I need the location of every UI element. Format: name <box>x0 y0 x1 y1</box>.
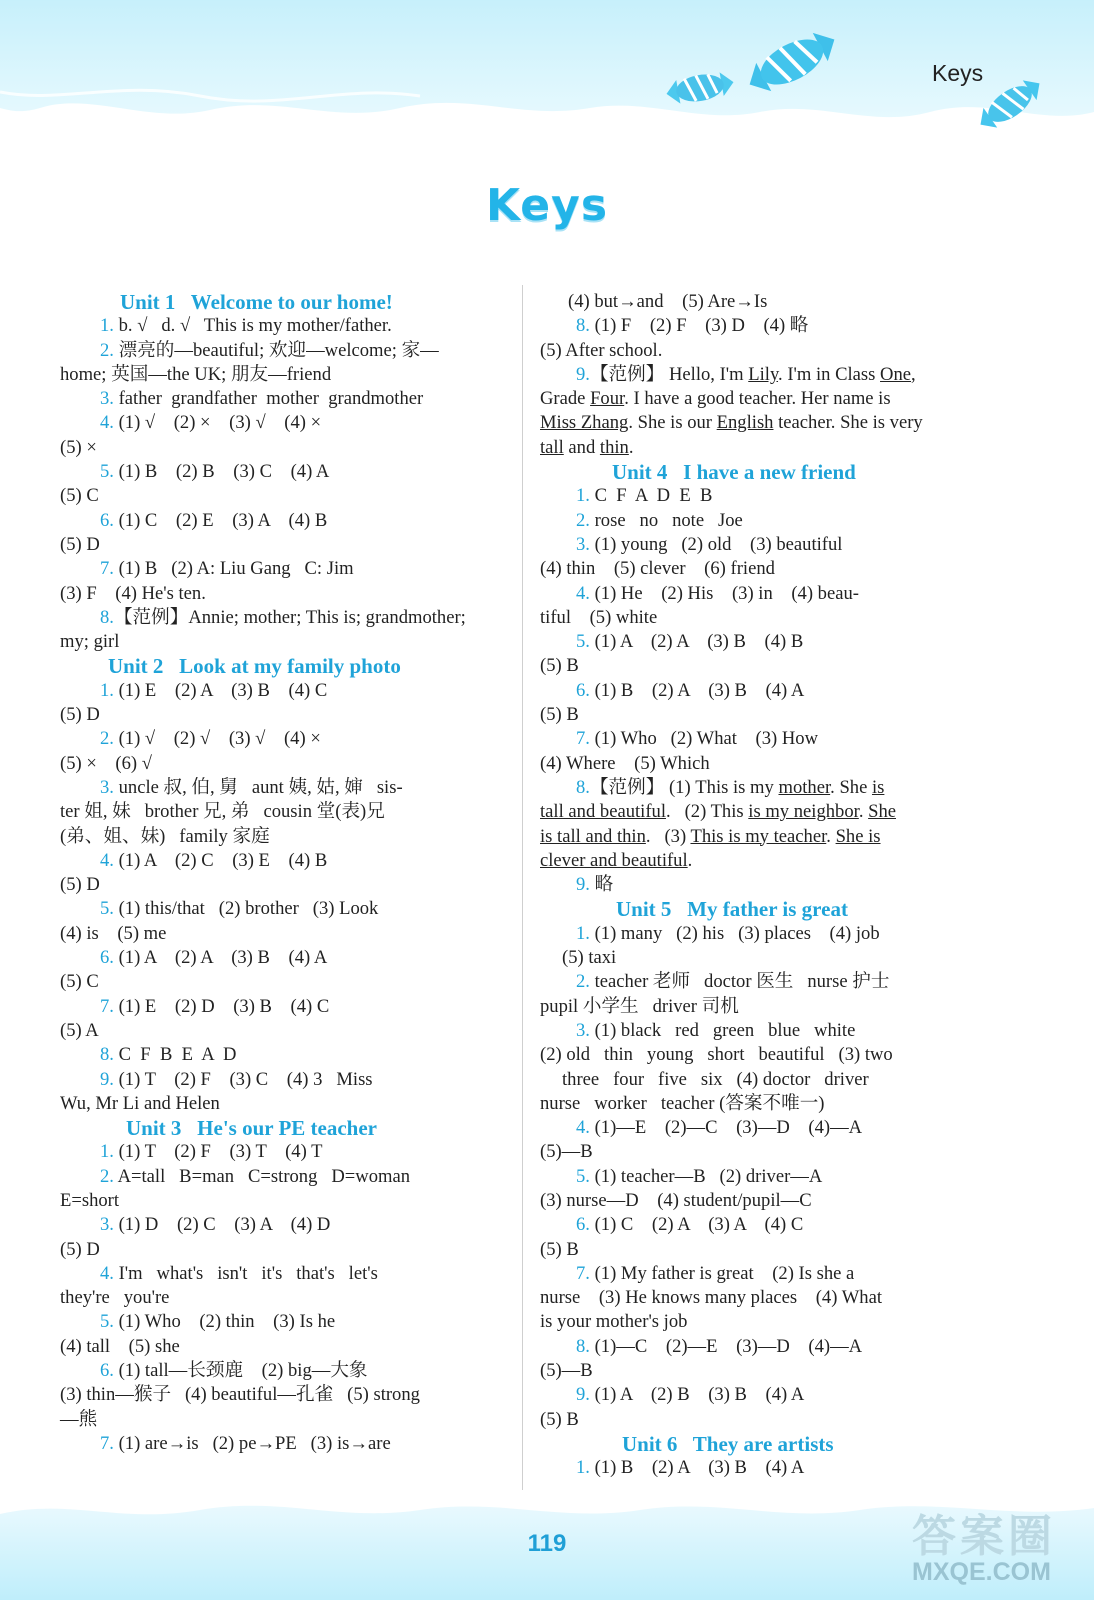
underlined-answer: English <box>716 412 774 434</box>
answer-line <box>60 703 502 727</box>
answer-line <box>60 1383 502 1407</box>
item-number: 2. <box>576 971 590 993</box>
answer-text: (1) are→is (2) pe→PE (3) is→are <box>113 1432 391 1454</box>
answer-text: pupil 小学生 driver 司机 <box>540 995 739 1017</box>
answer-text: (1) T (2) F (3) C (4) 3 Miss <box>113 1068 373 1090</box>
item-number: 1. <box>100 679 114 701</box>
answer-text: (5)—B <box>540 1141 593 1163</box>
answer-line <box>60 1432 502 1456</box>
item-number: 9. <box>100 1068 114 1090</box>
answer-text: E=short <box>60 1189 120 1211</box>
answer-line <box>60 314 502 338</box>
answer-text: C F B E A D <box>113 1044 237 1066</box>
answer-line <box>60 509 502 533</box>
unit-title: Unit 1 Welcome to our home! <box>120 290 393 314</box>
answer-text: (1) B (2) B (3) C (4) A <box>113 461 330 483</box>
answer-text: b. √ d. √ This is my mother/father. <box>113 315 392 337</box>
answer-line <box>540 727 990 751</box>
item-number: 1. <box>100 315 114 337</box>
item-number: 3. <box>576 1019 590 1041</box>
answer-text: (5) D <box>60 704 100 726</box>
answer-line <box>60 339 502 363</box>
answer-line <box>60 411 502 435</box>
answer-line <box>60 1359 502 1383</box>
left-column <box>60 290 502 1456</box>
answer-text: and <box>563 436 600 458</box>
answer-text: (5) taxi <box>562 947 617 969</box>
watermark-logo-text: 答案圈 <box>912 1512 1056 1561</box>
answer-line <box>540 1262 990 1286</box>
item-number: 8. <box>100 606 114 628</box>
answer-text: teacher. She is very <box>773 412 923 434</box>
item-number: 6. <box>100 1360 114 1382</box>
underlined-answer: is <box>871 776 885 798</box>
answer-text: (1) tall—长颈鹿 (2) big—大象 <box>113 1360 368 1382</box>
answer-text: (1) B (2) A (3) B (4) A <box>589 679 805 701</box>
item-number: 2. <box>576 509 590 531</box>
answer-line <box>540 1019 990 1043</box>
item-number: 7. <box>100 1432 114 1454</box>
item-number: 4. <box>100 412 114 434</box>
answer-text: . <box>858 801 869 823</box>
answer-text: (1) A (2) A (3) B (4) A <box>113 947 328 969</box>
item-number: 5. <box>100 898 114 920</box>
item-number: 7. <box>100 558 114 580</box>
header-label: Keys <box>932 60 984 86</box>
answer-text: (1) T (2) F (3) T (4) T <box>113 1141 323 1163</box>
answer-text: (1) teacher—B (2) driver—A <box>589 1165 823 1187</box>
item-number: 7. <box>576 728 590 750</box>
item-number: 2. <box>100 728 114 750</box>
answer-text: A=tall B=man C=strong D=woman <box>113 1165 411 1187</box>
answer-text: (5)—B <box>540 1360 593 1382</box>
item-number: 1. <box>100 1141 114 1163</box>
item-number: 5. <box>576 1165 590 1187</box>
unit-heading <box>60 1116 502 1140</box>
header-wave-graphic <box>0 0 1094 150</box>
answer-line <box>540 411 990 435</box>
answer-text: (弟、姐、妹) family 家庭 <box>60 825 270 847</box>
unit-heading <box>60 654 502 678</box>
answer-line <box>540 1092 990 1116</box>
answer-text: (5) × <box>60 436 97 458</box>
answer-text: . (3) <box>645 825 691 847</box>
answer-line <box>60 630 502 654</box>
header-decoration <box>0 0 1094 150</box>
item-number: 9. <box>576 874 590 896</box>
item-number: 6. <box>576 679 590 701</box>
item-number: 5. <box>100 1311 114 1333</box>
underlined-answer: She is <box>835 825 881 847</box>
answer-text: . <box>687 849 693 871</box>
answer-text: (5) B <box>540 655 579 677</box>
answer-text: . <box>628 436 634 458</box>
answer-line <box>540 849 990 873</box>
answer-text: (4) tall (5) she <box>60 1335 180 1357</box>
answer-text: (1) Who (2) thin (3) Is he <box>113 1311 336 1333</box>
answer-text: (5) C <box>60 971 99 993</box>
answer-text: (3) nurse—D (4) student/pupil—C <box>540 1189 812 1211</box>
answer-text: tiful (5) white <box>540 606 658 628</box>
item-number: 8. <box>576 315 590 337</box>
answer-line <box>540 1383 990 1407</box>
answer-line <box>60 1408 502 1432</box>
unit-title: Unit 2 Look at my family photo <box>108 654 401 679</box>
underlined-answer: This is my teacher <box>690 825 827 847</box>
unit-heading <box>540 897 990 921</box>
answer-line <box>540 654 990 678</box>
unit-title: Unit 5 My father is great <box>616 897 848 922</box>
answer-line <box>60 1043 502 1067</box>
unit-title: Unit 4 I have a new friend <box>612 460 856 485</box>
answer-line <box>540 1043 990 1067</box>
answer-line <box>540 509 990 533</box>
underlined-answer: She <box>868 801 896 823</box>
item-number: 6. <box>576 1214 590 1236</box>
underlined-answer: is my neighbor <box>748 801 859 823</box>
answer-text: (1) B (2) A: Liu Gang C: Jim <box>113 558 354 580</box>
answer-line <box>60 1238 502 1262</box>
answer-text: (1) C (2) A (3) A (4) C <box>589 1214 804 1236</box>
answer-line <box>60 1310 502 1334</box>
answer-text: (2) old thin young short beautiful (3) two <box>540 1044 893 1066</box>
watermark-url: MXQE.COM <box>912 1558 1051 1586</box>
answer-text: . I'm in Class <box>778 363 881 385</box>
answer-text: (1) He (2) His (3) in (4) beau- <box>589 582 859 604</box>
answer-text: (1) this/that (2) brother (3) Look <box>113 898 379 920</box>
underlined-answer: Lily <box>748 363 779 385</box>
underlined-answer: tall <box>540 436 564 458</box>
answer-line <box>60 995 502 1019</box>
answer-text: three four five six (4) doctor driver <box>562 1068 869 1090</box>
answer-text: (1) E (2) D (3) B (4) C <box>113 995 330 1017</box>
answer-line <box>540 1408 990 1432</box>
underlined-answer: tall and beautiful <box>540 801 666 823</box>
answer-line <box>60 1068 502 1092</box>
item-number: 5. <box>100 461 114 483</box>
answer-line <box>540 484 990 508</box>
answer-text: (4) but→and (5) Are→Is <box>568 291 768 312</box>
answer-text: (1) black red green blue white <box>589 1019 856 1041</box>
answer-line <box>540 606 990 630</box>
answer-line <box>540 873 990 897</box>
answer-line <box>540 970 990 994</box>
answer-text: Wu, Mr Li and Helen <box>60 1092 220 1114</box>
page-title: Keys <box>485 180 609 231</box>
answer-line <box>540 1456 990 1480</box>
answer-text: (1) A (2) C (3) E (4) B <box>113 849 328 871</box>
answer-text: C F A D E B <box>589 485 713 507</box>
answer-line <box>60 533 502 557</box>
answer-text: (1) Who (2) What (3) How <box>589 728 819 750</box>
answer-text: they're you're <box>60 1287 170 1309</box>
item-number: 9. <box>576 363 590 385</box>
answer-line <box>60 1286 502 1310</box>
answer-line <box>540 533 990 557</box>
unit-heading <box>540 1432 990 1456</box>
item-number: 6. <box>100 947 114 969</box>
answer-line <box>540 582 990 606</box>
answer-line <box>60 946 502 970</box>
item-number: 4. <box>576 1117 590 1139</box>
answer-text: (4) is (5) me <box>60 922 167 944</box>
answer-text: 【范例】 (1) This is my <box>589 776 779 798</box>
item-number: 5. <box>576 631 590 653</box>
answer-line <box>540 363 990 387</box>
answer-line <box>540 1189 990 1213</box>
answer-line <box>60 727 502 751</box>
answer-line <box>60 582 502 606</box>
item-number: 1. <box>576 1457 590 1479</box>
answer-line <box>60 1092 502 1116</box>
answer-text: (5) D <box>60 874 100 896</box>
watermark <box>912 1500 1056 1587</box>
answer-line <box>60 1140 502 1164</box>
answer-line <box>60 1335 502 1359</box>
answer-text: 漂亮的—beautiful; 欢迎—welcome; 家— <box>113 339 439 361</box>
item-number: 6. <box>100 509 114 531</box>
item-number: 3. <box>100 388 114 410</box>
answer-text: (1) A (2) A (3) B (4) B <box>589 631 804 653</box>
answer-text: . She <box>830 776 872 798</box>
answer-text: (5) After school. <box>540 339 663 361</box>
answer-line <box>540 1140 990 1164</box>
answer-text: (5) D <box>60 533 100 555</box>
answer-text: (3) thin—猴子 (4) beautiful—孔雀 (5) strong <box>60 1384 420 1406</box>
answer-line <box>540 290 990 314</box>
answer-text: (1) C (2) E (3) A (4) B <box>113 509 328 531</box>
answer-text: (5) D <box>60 1238 100 1260</box>
item-number: 4. <box>100 1262 114 1284</box>
underlined-answer: clever and beautiful <box>540 849 688 871</box>
item-number: 7. <box>100 995 114 1017</box>
answer-text: (1)—C (2)—E (3)—D (4)—A <box>589 1335 863 1357</box>
page-number: 119 <box>527 1530 567 1557</box>
answer-text: Grade <box>540 388 591 410</box>
answer-line <box>540 679 990 703</box>
answer-text: (5) B <box>540 1408 579 1430</box>
unit-heading <box>540 460 990 484</box>
answer-text: (1)—E (2)—C (3)—D (4)—A <box>589 1117 863 1139</box>
answer-line <box>540 776 990 800</box>
answer-text: . (2) This <box>665 801 749 823</box>
item-number: 9. <box>576 1384 590 1406</box>
answer-text: (1) A (2) B (3) B (4) A <box>589 1384 805 1406</box>
answer-line <box>60 873 502 897</box>
answer-line <box>540 946 990 970</box>
item-number: 2. <box>100 339 114 361</box>
answer-line <box>540 630 990 654</box>
answer-text: . I have a good teacher. Her name is <box>624 388 891 410</box>
answer-text: , <box>911 363 916 385</box>
item-number: 2. <box>100 1165 114 1187</box>
item-number: 3. <box>100 1214 114 1236</box>
answer-line <box>540 1286 990 1310</box>
unit-title: Unit 6 They are artists <box>622 1431 834 1456</box>
answer-text: (5) B <box>540 704 579 726</box>
answer-text: (5) C <box>60 485 99 507</box>
answer-line <box>540 436 990 460</box>
item-number: 3. <box>576 533 590 555</box>
answer-line <box>540 703 990 727</box>
answer-line <box>540 1359 990 1383</box>
answer-text: ter 姐, 妹 brother 兄, 弟 cousin 堂(表)兄 <box>60 801 385 823</box>
answer-line <box>60 1213 502 1237</box>
answer-line <box>60 970 502 994</box>
answer-text: (1) √ (2) √ (3) √ (4) × <box>113 728 321 750</box>
answer-line <box>540 1238 990 1262</box>
item-number: 1. <box>576 485 590 507</box>
item-number: 7. <box>576 1262 590 1284</box>
answer-text: (3) F (4) He's ten. <box>60 582 206 604</box>
answer-line <box>60 363 502 387</box>
answer-line <box>60 387 502 411</box>
answer-text: (1) E (2) A (3) B (4) C <box>113 679 328 701</box>
answer-text: (1) √ (2) × (3) √ (4) × <box>113 412 322 434</box>
item-number: 8. <box>100 1044 114 1066</box>
answer-text: home; 英国—the UK; 朋友—friend <box>60 363 332 385</box>
answer-text: is your mother's job <box>540 1311 688 1333</box>
answer-text: (1) F (2) F (3) D (4) 略 <box>589 315 809 337</box>
answer-text: nurse (3) He knows many places (4) What <box>540 1287 882 1309</box>
answer-line <box>540 1116 990 1140</box>
answer-text: nurse worker teacher (答案不唯一) <box>540 1092 825 1114</box>
answer-line <box>540 1068 990 1092</box>
answer-text: 【范例】Annie; mother; This is; grandmother; <box>113 606 466 628</box>
underlined-answer: One <box>880 363 912 385</box>
answer-line <box>540 557 990 581</box>
answer-text: my; girl <box>60 631 120 653</box>
answer-line <box>60 460 502 484</box>
answer-line <box>60 800 502 824</box>
answer-line <box>540 825 990 849</box>
answer-line <box>540 1335 990 1359</box>
answer-line <box>540 314 990 338</box>
underlined-answer: Four <box>590 388 625 410</box>
answer-line <box>60 825 502 849</box>
unit-heading <box>60 290 502 314</box>
answer-line <box>60 752 502 776</box>
underlined-answer: Miss Zhang <box>540 412 629 434</box>
answer-text: (1) D (2) C (3) A (4) D <box>113 1214 331 1236</box>
right-column <box>540 290 990 1481</box>
answer-text: I'm what's isn't it's that's let's <box>113 1262 378 1284</box>
answer-line <box>60 1189 502 1213</box>
answer-line <box>60 606 502 630</box>
answer-text: (4) Where (5) Which <box>540 752 710 774</box>
answer-line <box>60 922 502 946</box>
answer-line <box>60 1019 502 1043</box>
item-number: 3. <box>100 776 114 798</box>
underlined-answer: thin <box>599 436 629 458</box>
answer-line <box>540 752 990 776</box>
answer-text: (1) My father is great (2) Is she a <box>589 1262 855 1284</box>
answer-line <box>540 800 990 824</box>
answer-line <box>60 897 502 921</box>
answer-line <box>60 679 502 703</box>
answer-line <box>540 1310 990 1334</box>
answer-line <box>60 776 502 800</box>
answer-text: rose no note Joe <box>589 509 743 531</box>
answer-text: (5) A <box>60 1019 99 1041</box>
answer-text: . She is our <box>628 412 717 434</box>
item-number: 4. <box>576 582 590 604</box>
answer-line <box>60 1262 502 1286</box>
answer-text: uncle 叔, 伯, 舅 aunt 姨, 姑, 婶 sis- <box>113 776 403 798</box>
answer-text: father grandfather mother grandmother <box>113 388 424 410</box>
answer-text: . <box>826 825 836 847</box>
answer-line <box>540 1213 990 1237</box>
answer-text: (4) thin (5) clever (6) friend <box>540 558 775 580</box>
underlined-answer: is tall and thin <box>540 825 646 847</box>
answer-text: (1) many (2) his (3) places (4) job <box>589 922 880 944</box>
unit-title: Unit 3 He's our PE teacher <box>126 1116 377 1141</box>
answer-line <box>60 557 502 581</box>
answer-line <box>540 922 990 946</box>
item-number: 8. <box>576 776 590 798</box>
answer-line <box>540 995 990 1019</box>
underlined-answer: mother <box>778 776 831 798</box>
answer-line <box>540 387 990 411</box>
answer-text: 【范例】 Hello, I'm <box>589 363 749 385</box>
answer-line <box>60 849 502 873</box>
answer-text: (5) × (6) √ <box>60 752 152 774</box>
answer-line <box>60 436 502 460</box>
answer-text: (1) B (2) A (3) B (4) A <box>589 1457 805 1479</box>
answer-line <box>540 339 990 363</box>
column-divider <box>522 285 523 1490</box>
item-number: 8. <box>576 1335 590 1357</box>
answer-text: (5) B <box>540 1238 579 1260</box>
answer-line <box>60 484 502 508</box>
item-number: 1. <box>576 922 590 944</box>
answer-text: teacher 老师 doctor 医生 nurse 护士 <box>589 971 890 993</box>
answer-text: 略 <box>589 874 614 896</box>
answer-line <box>60 1165 502 1189</box>
answer-text: —熊 <box>60 1408 98 1430</box>
answer-line <box>540 1165 990 1189</box>
answer-text: (1) young (2) old (3) beautiful <box>589 533 843 555</box>
item-number: 4. <box>100 849 114 871</box>
